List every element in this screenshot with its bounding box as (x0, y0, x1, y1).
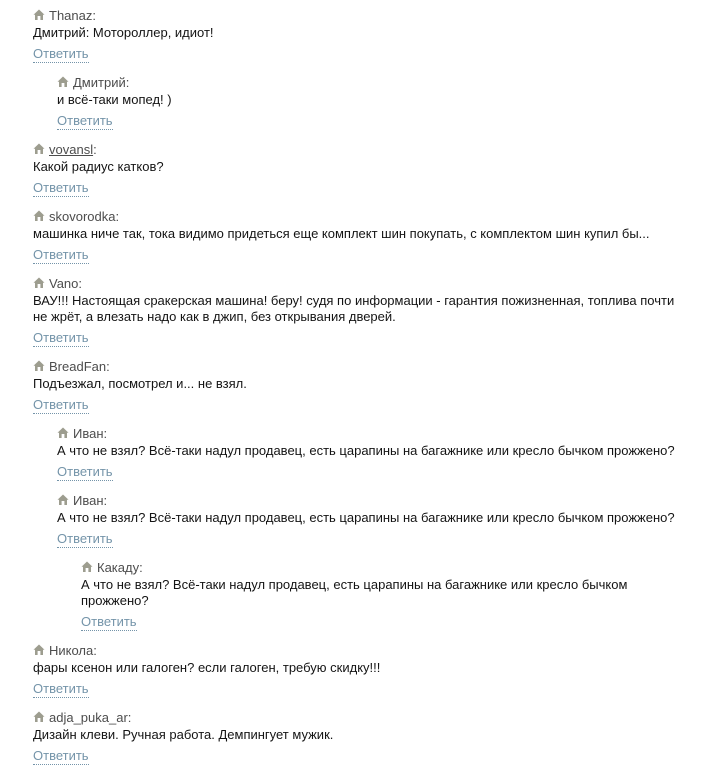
comment-username: Thanaz (49, 8, 93, 23)
reply-link[interactable]: Ответить (33, 748, 89, 763)
comment (33, 359, 691, 414)
comment-text: Дизайн клеви. Ручная работа. Демпингует мужик. (33, 727, 334, 742)
comment-username: Иван (73, 426, 104, 441)
reply-link[interactable]: Ответить (33, 180, 89, 195)
comment (33, 142, 691, 197)
comment-username: BreadFan (49, 359, 107, 374)
reply-link[interactable]: Ответить (33, 330, 89, 345)
comment-username: Никола (49, 643, 94, 658)
comment (81, 560, 691, 631)
username-colon: : (103, 426, 108, 441)
comment-username[interactable]: vovansl (49, 142, 94, 157)
comment-header (33, 276, 691, 292)
user-house-icon (33, 644, 45, 656)
user-house-icon (81, 561, 93, 573)
comment-text: фары ксенон или галоген? если галоген, требую скидку!!! (33, 660, 381, 675)
username-colon: : (92, 8, 96, 23)
comment-header (33, 643, 691, 659)
user-house-icon (33, 9, 45, 21)
comment (33, 276, 691, 347)
comment (57, 75, 691, 130)
comment (57, 493, 691, 548)
reply-link[interactable]: Ответить (57, 531, 113, 546)
comment-text: ВАУ!!! Настоящая сракерская машина! беру! судя по информации - гарантия пожизненная, топлива почти не жрёт, а влезать надо как в джип, без открывания дверей. (33, 293, 675, 324)
comment (33, 710, 691, 765)
reply-link[interactable]: Ответить (33, 397, 89, 412)
user-house-icon (57, 427, 69, 439)
comment-header (81, 560, 691, 576)
comment (33, 8, 691, 63)
comment-username: Иван (73, 493, 104, 508)
username-colon: : (93, 643, 97, 658)
user-house-icon (33, 210, 45, 222)
comment-text: А что не взял? Всё-таки надул продавец, есть царапины на багажнике или кресло бычком прожжено? (57, 443, 675, 458)
comment-header (33, 359, 691, 375)
comment-username: Дмитрий (73, 75, 126, 90)
comment-header (57, 75, 691, 91)
user-house-icon (33, 143, 45, 155)
comment-text: А что не взял? Всё-таки надул продавец, есть царапины на багажнике или кресло бычком прожжено? (81, 577, 628, 608)
reply-link[interactable]: Ответить (81, 614, 137, 629)
comment-header (33, 710, 691, 726)
reply-link[interactable]: Ответить (57, 113, 113, 128)
comment-username: adja_puka_ar (49, 710, 128, 725)
username-colon: : (78, 276, 83, 291)
comment (33, 209, 691, 264)
user-house-icon (57, 76, 69, 88)
user-house-icon (57, 494, 69, 506)
user-house-icon (33, 711, 45, 723)
reply-link[interactable]: Ответить (33, 247, 89, 262)
user-house-icon (33, 277, 45, 289)
comment-header (33, 8, 691, 24)
comment-text: Дмитрий: Мотороллер, идиот! (33, 25, 214, 40)
reply-link[interactable]: Ответить (33, 681, 89, 696)
reply-link[interactable]: Ответить (33, 46, 89, 61)
comment-text: Подъезжал, посмотрел и... не взял. (33, 376, 247, 391)
comment-text: и всё-таки мопед! ) (57, 92, 172, 107)
username-colon: : (103, 493, 108, 508)
username-colon: : (139, 560, 143, 575)
comment-header (33, 142, 691, 158)
username-colon: : (106, 359, 110, 374)
comment (57, 426, 691, 481)
user-house-icon (33, 360, 45, 372)
username-colon: : (115, 209, 120, 224)
comment-username: Какаду (97, 560, 140, 575)
reply-link[interactable]: Ответить (57, 464, 113, 479)
comment-header (57, 426, 691, 442)
comment-text: Какой радиус катков? (33, 159, 164, 174)
comment-username: skovorodka (49, 209, 116, 224)
comment-text: машинка ниче так, тока видимо придеться еще комплект шин покупать, с комплектом шин купил бы... (33, 226, 650, 241)
comment (33, 643, 691, 698)
username-colon: : (125, 75, 130, 90)
comment-thread (33, 8, 691, 765)
comment-header (57, 493, 691, 509)
comment-username: Vano (49, 276, 79, 291)
comment-text: А что не взял? Всё-таки надул продавец, есть царапины на багажнике или кресло бычком прожжено? (57, 510, 675, 525)
username-colon: : (93, 142, 97, 157)
comment-header (33, 209, 691, 225)
username-colon: : (127, 710, 132, 725)
